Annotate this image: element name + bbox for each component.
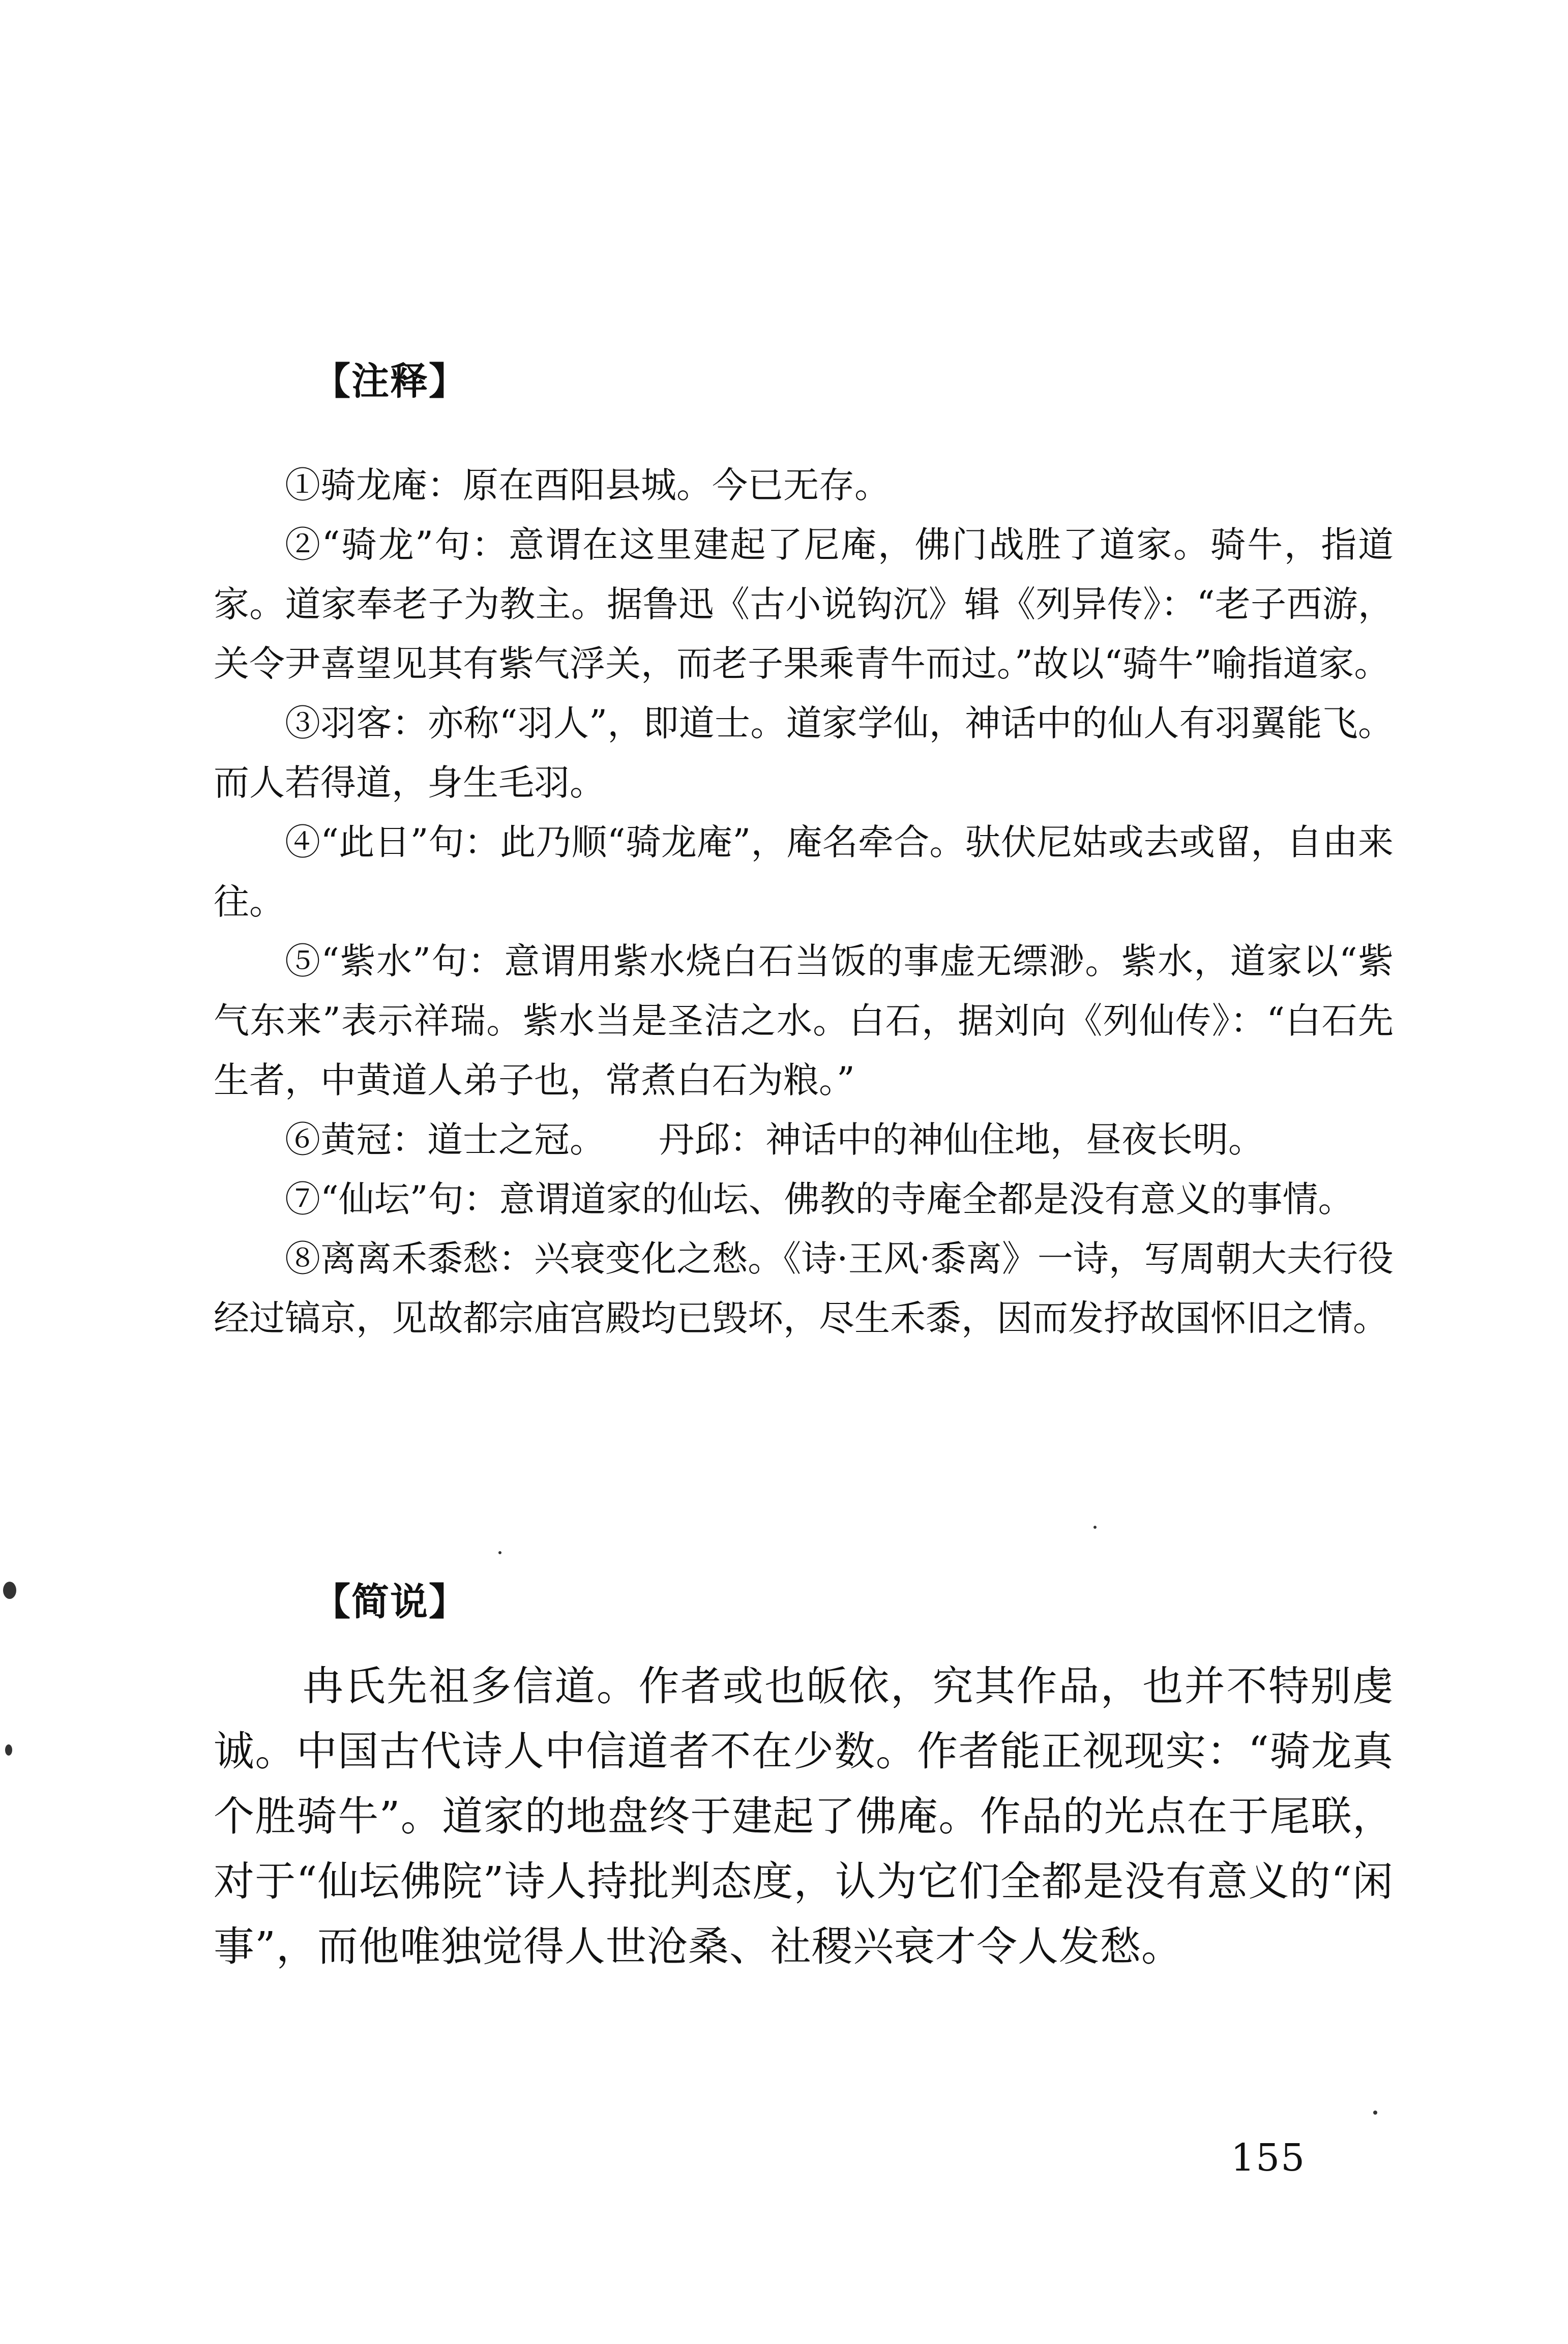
note-item-8: ⑧离离禾黍愁：兴衰变化之愁。《诗·王风·黍离》一诗，写周朝大夫行役经过镐京，见故都宗庙宫殿均已毁坏，尽生禾黍，因而发抒故国怀旧之情。 <box>214 1238 1394 1339</box>
notes-list <box>214 456 1394 1348</box>
note-item-3: ③羽客：亦称“羽人”，即道士。道家学仙，神话中的仙人有羽翼能飞。而人若得道，身生毛羽。 <box>214 702 1394 804</box>
notes-heading: 【注释】 <box>313 360 467 403</box>
note-item-6: ⑥黄冠：道士之冠。 丹邱：神话中的神仙住地，昼夜长明。 <box>285 1119 1264 1161</box>
scan-speck <box>1373 2111 1377 2115</box>
page-number: 155 <box>1231 2136 1306 2180</box>
summary-heading: 【简说】 <box>313 1580 467 1624</box>
notes-section <box>214 356 1394 1348</box>
scan-speck <box>1093 1526 1097 1529</box>
summary-paragraph: 冉氏先祖多信道。作者或也皈依，究其作品，也并不特别虔诚。中国古代诗人中信道者不在少数。作者能正视现实：“骑龙真个胜骑牛”。道家的地盘终于建起了佛庵。作品的光点在于尾联，对于“仙坛佛院”诗人持批判态度，认为它们全都是没有意义的“闲事”，而他唯独觉得人世沧桑、社稷兴衰才令人发愁。 <box>214 1663 1394 1970</box>
summary-section <box>214 1577 1394 1979</box>
note-item-5: ⑤“紫水”句：意谓用紫水烧白石当饭的事虚无缥渺。紫水，道家以“紫气东来”表示祥瑞。紫水当是圣洁之水。白石，据刘向《列仙传》：“白石先生者，中黄道人弟子也，常煮白石为粮。” <box>214 940 1394 1101</box>
scan-speck <box>5 1744 12 1756</box>
note-item-7: ⑦“仙坛”句：意谓道家的仙坛、佛教的寺庵全都是没有意义的事情。 <box>285 1178 1354 1220</box>
summary-body <box>214 1654 1394 1979</box>
scan-speck <box>498 1551 501 1554</box>
scan-speck <box>3 1582 16 1599</box>
note-item-4: ④“此日”句：此乃顺“骑龙庵”，庵名牵合。驮伏尼姑或去或留，自由来往。 <box>214 821 1394 923</box>
note-item-2: ②“骑龙”句：意谓在这里建起了尼庵，佛门战胜了道家。骑牛，指道家。道家奉老子为教主。据鲁迅《古小说钩沉》辑《列异传》：“老子西游，关令尹喜望见其有紫气浮关，而老子果乘青牛而过。”故以“骑牛”喻指道家。 <box>214 524 1394 685</box>
note-item-1: ①骑龙庵：原在酉阳县城。今已无存。 <box>285 464 890 506</box>
